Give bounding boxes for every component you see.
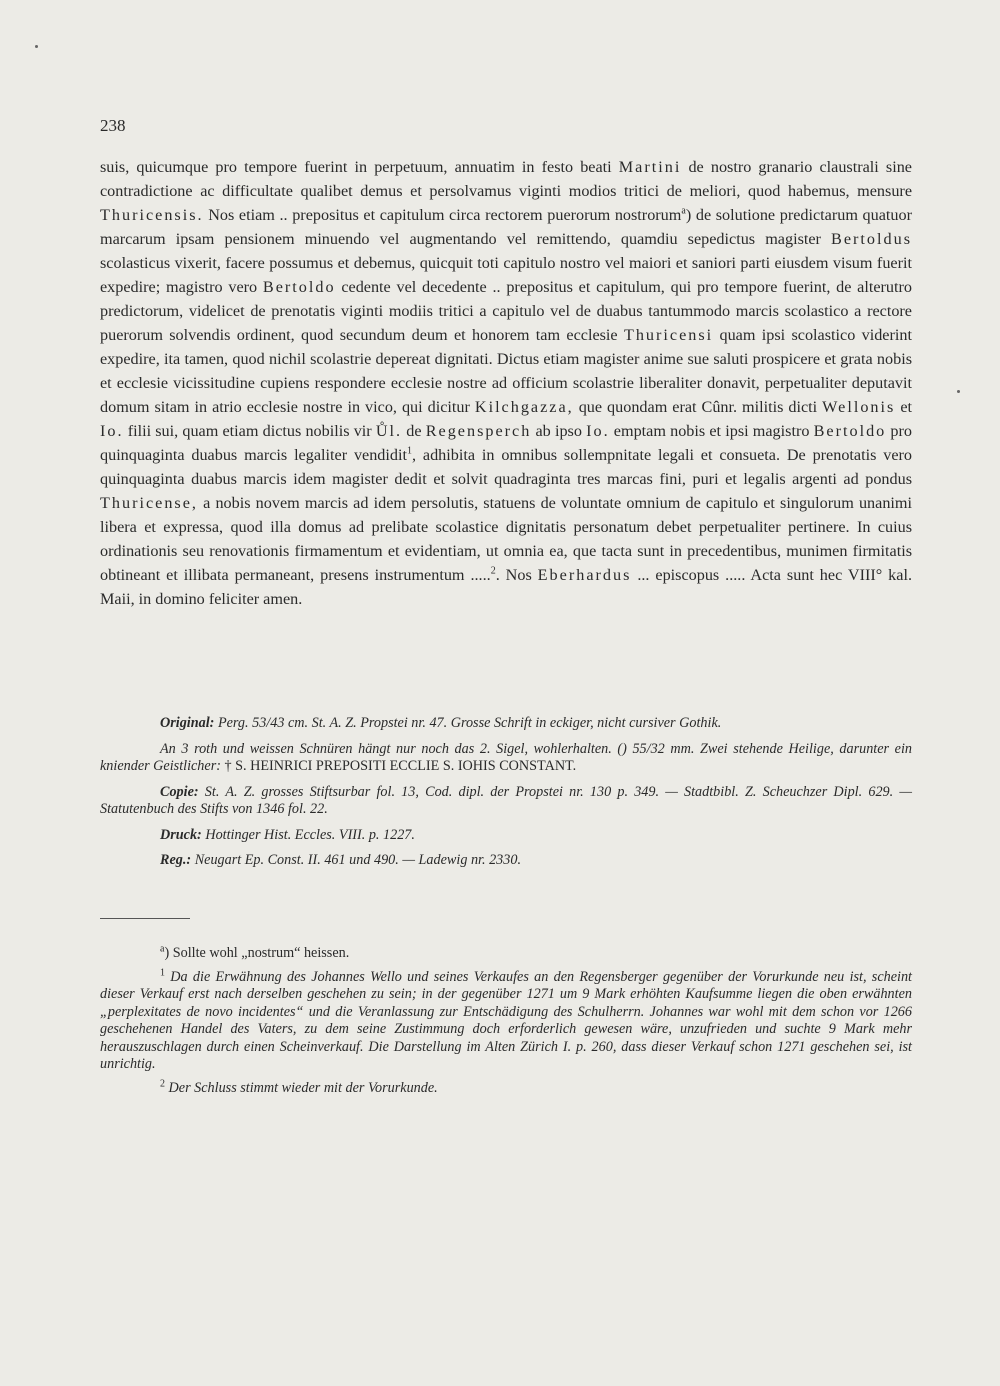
note-text: Neugart Ep. Const. II. 461 und 490. — Ladewig nr. 2330. [191, 852, 522, 868]
note-copie [100, 784, 912, 819]
footnote-divider [100, 918, 190, 919]
spaced-name: Kilchgazza, [474, 398, 574, 416]
text-segment: de [402, 422, 426, 440]
note-label: Original: [160, 715, 215, 731]
note-text: St. A. Z. grosses Stiftsurbar fol. 13, Cod. dipl. der Propstei nr. 130 p. 349. — Stadtbibl. Z. Scheuchzer Dipl. 629. — Statutenbuch des Stifts von 1346 fol. 22. [100, 783, 912, 817]
note-label: Druck: [160, 826, 202, 843]
page-number: 238 [100, 116, 126, 135]
text-segment: ) de solutione predictarum quatuor marcarum ipsam pensionem minuendo vel augmentando vel remittendo, quamdiu sepedictus magister [100, 206, 913, 248]
spaced-name: Bertoldus [831, 230, 912, 248]
footnote-mark: 2 [160, 1077, 165, 1089]
spaced-name: Martini [618, 158, 682, 176]
main-text [100, 155, 912, 611]
footnote-mark: 1 [160, 966, 165, 978]
spaced-name: Thuricensi [623, 326, 714, 344]
note-text: An 3 roth und weissen Schnüren hängt nur noch das 2. Sigel, wohlerhalten. () 55/32 mm. Zwei stehende Heilige, darunter ein kniender Geistlicher: [100, 740, 912, 774]
source-notes [100, 715, 912, 878]
spaced-name: Thuricensis. [100, 206, 204, 224]
text-segment: ... episcopus ..... Acta sunt hec VIII° kal. Maii, in domino feliciter amen. [100, 566, 912, 608]
spaced-name: Bertoldo [262, 278, 336, 296]
note-text: Perg. 53/43 cm. St. A. Z. Propstei nr. 47. Grosse Schrift in eckiger, nicht cursiver Gothik. [214, 715, 722, 731]
seal-legend: † S. HEINRICI PREPOSITI ECCLIE S. IOHIS CONSTANT. [224, 758, 577, 774]
spaced-name: Ůl. [375, 422, 403, 440]
text-segment: et [895, 398, 912, 416]
text-segment: pro quinquaginta duabus marcis legaliter vendidit [100, 422, 913, 464]
spaced-name: Bertoldo [813, 422, 887, 440]
paper-speck [957, 390, 960, 393]
note-original [100, 715, 912, 733]
paper-speck [35, 45, 38, 48]
footnote-1 [100, 966, 912, 1074]
footnote-text: Der Schluss stimmt wieder mit der Vorurkunde. [165, 1079, 438, 1096]
spaced-name: Io. [100, 422, 124, 440]
text-segment: de nostro granario claustrali sine contradictione ac difficultate qualibet demus et persolvamus viginti modios tritici de meliori, quod habemus, mensure [100, 158, 912, 200]
text-segment: . Nos [495, 566, 538, 584]
note-seal [100, 741, 912, 776]
footnote-ref-1: 1 [407, 445, 412, 457]
footnote-text: ) Sollte wohl „nostrum“ heissen. [164, 945, 350, 961]
text-segment: Nos etiam .. prepositus et capitulum circa rectorem puerorum nostrorum [203, 206, 682, 224]
spaced-name: Wellonis [822, 398, 896, 416]
footnote-a [100, 945, 912, 963]
text-segment: que quondam erat Cûnr. militis dicti [573, 398, 823, 416]
footnote-mark: a [160, 943, 165, 955]
spaced-name: Thuricense, [100, 494, 198, 512]
note-label: Reg.: [160, 852, 192, 868]
spaced-name: Io. [586, 422, 610, 440]
text-segment: quam ipsi scolastico viderint expedire, ita tamen, quod nichil scolastrie depereat dignitati. Dictus etiam magister anime sue saluti prospicere et grata nobis et ecclesie vicissitudine cupiens respondere ecclesie nostre ad officium scolastrie liberaliter donavit, perpetualiter deputavit domum sitam in atrio ecclesie nostre in vico, qui dicitur [100, 326, 912, 416]
text-segment: a nobis novem marcis ad idem persolutis, statuens de voluntate omnium de capitulo et singulorum unanimi libera et expressa, quod illa domus ad prelibate scolastice dignitatis personatum debet perpetualiter pertinere. In cuius ordinationis seu renovationis firmamentum et evidentiam, ut omnia ea, que tacta sunt in precedentibus, munimen firmitatis obtineant et illibata permaneant, presens instrumentum ..... [100, 494, 912, 584]
note-label: Copie: [160, 783, 199, 800]
footnote-ref-2: 2 [490, 565, 496, 577]
footnote-ref-a: a [681, 205, 686, 217]
text-segment: scolasticus vixerit, facere possumus et debemus, quicquit toti capitulo nostro vel maiori et saniori parti eiusdem visum fuerit expedire; magistro vero [100, 254, 912, 296]
text-segment: emptam nobis et ipsi magistro [609, 422, 814, 440]
note-druck [100, 827, 912, 845]
text-segment: suis, quicumque pro tempore fuerint in perpetuum, annuatim in festo beati [100, 158, 619, 176]
footnote-text: Da die Erwähnung des Johannes Wello und seines Verkaufes an den Regensberger gegenüber der Vorurkunde neu ist, scheint dieser Verkauf erst nach derselben geschehen zu sein; in der gegenüber 1271 um 9 Mark erhöhten Kaufsumme liegen die oben erwähnten „perplexitates de novo incidentes“ und die Veranlassung zur Entschädigung des Schulherrn. Johannes war wohl mit dem schon vor 1266 geschehenen Handel des Vaters, zu dem seine Zustimmung doch erforderlich gewesen wäre, unzufrieden und suchte 9 Mark mehr herauszuschlagen durch einen Scheinverkauf. Die Darstellung im Alten Zürich I. p. 260, dass dieser Verkauf schon 1271 geschehen sei, ist unrichtig. [100, 968, 912, 1072]
text-segment: , adhibita in omnibus sollempnitate legali et consueta. De prenotatis vero quinquaginta duabus marcis idem magister dedit et solvit quadraginta tres marcas fini, puri et legalis argenti ad pondus [100, 446, 913, 488]
text-segment: filii sui, quam etiam dictus nobilis vir [123, 422, 376, 440]
note-reg [100, 852, 912, 870]
footnote-2 [100, 1077, 912, 1098]
spaced-name: Eberhardus [537, 566, 632, 584]
footnotes [100, 945, 912, 1103]
text-segment: cedente vel decedente .. prepositus et capitulum, qui pro tempore fuerint, de alterutro predictorum, videlicet de prenotatis viginti modiis tritici a capitulo vel de duabus tantummodo marcis scolastico a rectore puerorum solvendis ordinent, quod secundum deum et honorem tam ecclesie [100, 278, 912, 344]
text-segment: ab ipso [531, 422, 587, 440]
note-text: Hottinger Hist. Eccles. VIII. p. 1227. [201, 826, 415, 843]
spaced-name: Regensperch [425, 422, 532, 440]
